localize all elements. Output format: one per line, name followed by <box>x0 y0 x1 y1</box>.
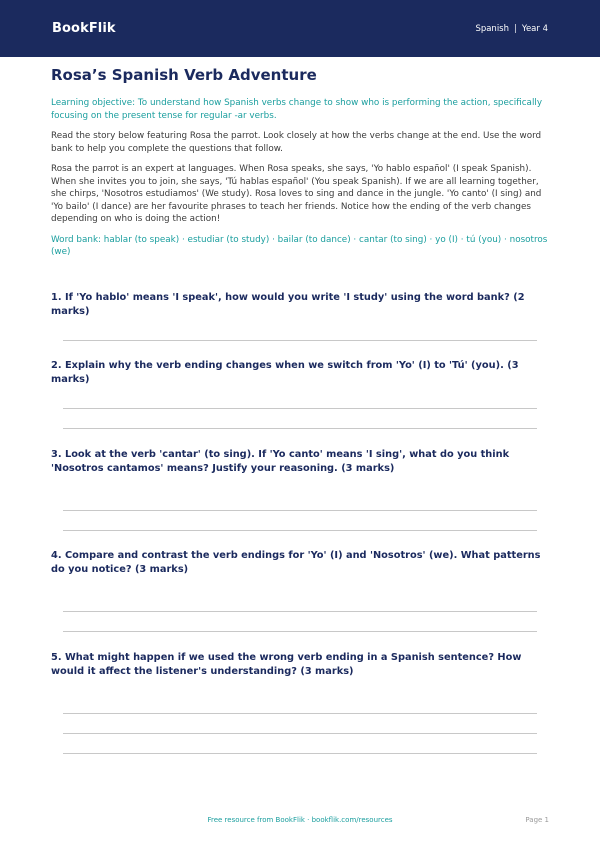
page-footer <box>0 812 600 832</box>
story-paragraph: Rosa the parrot is an expert at languages. When Rosa speaks, she says, 'Yo hablo español' (I speak Spanish). When she invites you to join, she says, 'Tú hablas español' (You speak Spanish). If we are all learning together, she chirps, 'Nosotros estudiamos' (We study). Rosa loves to sing and dance in the jungle. 'Yo canto' (I sing) and 'Yo bailo' (I dance) are her favourite phrases to teach her friends. Notice how the ending of the verb changes depending on who is doing the action! <box>51 164 542 224</box>
footer-resource-link[interactable]: Free resource from BookFlik · bookflik.com/resources <box>207 816 393 824</box>
question-1: 1. If 'Yo hablo' means 'I speak', how would you write 'I study' using the word bank? (2 marks) <box>51 292 525 317</box>
answer-line[interactable] <box>63 631 537 632</box>
intro-paragraph: Read the story below featuring Rosa the parrot. Look closely at how the verbs change at the end. Use the word bank to help you complete the questions that follow. <box>51 131 542 154</box>
answer-line[interactable] <box>63 733 537 734</box>
subject-separator: | <box>514 23 517 34</box>
answer-line[interactable] <box>63 611 537 612</box>
question-4: 4. Compare and contrast the verb endings for 'Yo' (I) and 'Nosotros' (we). What patterns do you notice? (3 marks) <box>51 550 541 575</box>
answer-line[interactable] <box>63 408 537 409</box>
answer-line[interactable] <box>63 753 537 754</box>
subject-label: Spanish <box>475 23 510 34</box>
question-5: 5. What might happen if we used the wrong verb ending in a Spanish sentence? How would it affect the listener's understanding? (3 marks) <box>51 652 522 677</box>
answer-line[interactable] <box>63 340 537 341</box>
answer-line[interactable] <box>63 713 537 714</box>
answer-line[interactable] <box>63 510 537 511</box>
question-3: 3. Look at the verb 'cantar' (to sing). If 'Yo canto' means 'I sing', what do you think 'Nosotros cantamos' means? Justify your reasoning. (3 marks) <box>51 449 510 474</box>
answer-line[interactable] <box>63 428 537 429</box>
brand-logo: BookFlik <box>52 21 116 36</box>
page-title: Rosa’s Spanish Verb Adventure <box>51 66 317 84</box>
learning-objective: Learning objective: To understand how Spanish verbs change to show who is performing the action, specifically focusing on the present tense for regular -ar verbs. <box>51 98 543 121</box>
year-label: Year 4 <box>521 23 548 34</box>
page-header <box>0 0 600 57</box>
question-2: 2. Explain why the verb ending changes when we switch from 'Yo' (I) to 'Tú' (you). (3 marks) <box>51 360 519 385</box>
subject-year-label <box>475 24 548 34</box>
worksheet-content <box>51 64 551 259</box>
word-bank: Word bank: hablar (to speak) · estudiar (to study) · bailar (to dance) · cantar (to sing) · yo (I) · tú (you) · nosotros (we) <box>51 234 548 257</box>
answer-line[interactable] <box>63 530 537 531</box>
page-number: Page 1 <box>525 816 549 824</box>
